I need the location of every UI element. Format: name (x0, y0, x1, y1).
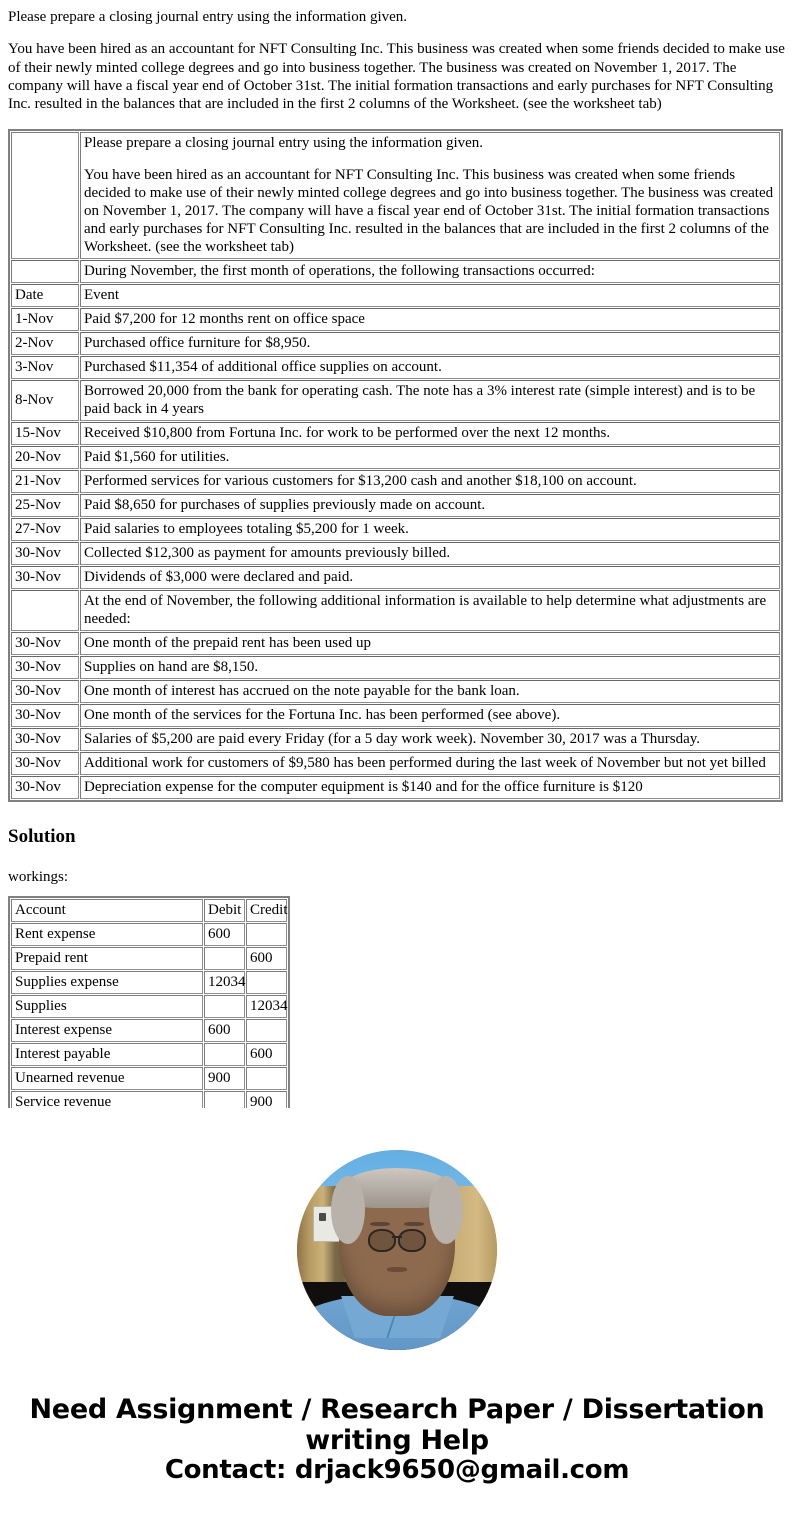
avatar-lens-right (398, 1229, 426, 1252)
journal-credit: 600 (246, 1043, 287, 1066)
table-row (11, 995, 287, 1018)
table-row (11, 132, 780, 259)
column-header-debit: Debit (204, 899, 245, 922)
table-row (11, 356, 780, 379)
table-row (11, 971, 287, 994)
journal-account: Supplies (11, 995, 203, 1018)
transaction-event: Paid salaries to employees totaling $5,200 for 1 week. (80, 518, 780, 541)
transaction-date: 30-Nov (11, 656, 79, 679)
intro-paragraph-2: You have been hired as an accountant for NFT Consulting Inc. This business was created when some friends decided to make use of their newly minted college degrees and go into business together. The business was created on November 1, 2017. The company will have a fiscal year end of October 31st. The initial formation transactions and early purchases for NFT Consulting Inc. resulted in the balances that are included in the first 2 columns of the Worksheet. (see the worksheet tab) (8, 41, 785, 113)
worksheet-subtitle-group (11, 260, 780, 307)
journal-account: Interest payable (11, 1043, 203, 1066)
journal-account: Supplies expense (11, 971, 203, 994)
during-november-cell: During November, the first month of operations, the following transactions occurred: (80, 260, 780, 283)
table-header-row (11, 899, 287, 922)
journal-account: Interest expense (11, 1019, 203, 1042)
transaction-event: Additional work for customers of $9,580 has been performed during the last week of November but not yet billed (80, 752, 780, 775)
worksheet-empty-cell (11, 132, 79, 259)
worksheet-empty-cell (11, 590, 79, 631)
table-row (11, 1091, 287, 1108)
transaction-event: Collected $12,300 as payment for amounts previously billed. (80, 542, 780, 565)
journal-table-clip (8, 896, 786, 1108)
transaction-date: 30-Nov (11, 752, 79, 775)
table-header-row (11, 284, 780, 307)
transaction-date: 1-Nov (11, 308, 79, 331)
table-row (11, 947, 287, 970)
journal-entry-group (11, 1019, 287, 1066)
transaction-date: 21-Nov (11, 470, 79, 493)
journal-credit (246, 971, 287, 994)
solution-heading: Solution (8, 826, 76, 848)
table-row (11, 566, 780, 589)
transaction-date: 30-Nov (11, 704, 79, 727)
journal-debit (204, 947, 245, 970)
table-row (11, 494, 780, 517)
table-row (11, 752, 780, 775)
transaction-date: 30-Nov (11, 680, 79, 703)
transaction-event: Purchased office furniture for $8,950. (80, 332, 780, 355)
transaction-date: 27-Nov (11, 518, 79, 541)
table-row (11, 422, 780, 445)
journal-entry-group (11, 971, 287, 1018)
journal-entry-group (11, 923, 287, 970)
transaction-event: One month of the prepaid rent has been used up (80, 632, 780, 655)
promo-line-1: Need Assignment / Research Paper / Dissertation (29, 1394, 765, 1426)
transaction-event: Paid $7,200 for 12 months rent on office space (80, 308, 780, 331)
journal-credit (246, 1067, 287, 1090)
journal-debit (204, 995, 245, 1018)
transaction-event: Salaries of $5,200 are paid every Friday (for a 5 day work week). November 30, 2017 was a Thursday. (80, 728, 780, 751)
journal-entries-table (8, 896, 290, 1108)
transaction-date: 30-Nov (11, 542, 79, 565)
journal-debit (204, 1091, 245, 1108)
avatar-eyebrow-right (404, 1222, 424, 1226)
transaction-event: Paid $1,560 for utilities. (80, 446, 780, 469)
transaction-event: One month of the services for the Fortuna Inc. has been performed (see above). (80, 704, 780, 727)
transaction-event: Borrowed 20,000 from the bank for operating cash. The note has a 3% interest rate (simple interest) and is to be paid back in 4 years (80, 380, 780, 421)
table-row (11, 332, 780, 355)
journal-debit (204, 1043, 245, 1066)
journal-credit: 900 (246, 1091, 287, 1108)
transaction-date: 15-Nov (11, 422, 79, 445)
glasses-icon (368, 1229, 426, 1248)
transaction-date: 8-Nov (11, 380, 79, 421)
table-row (11, 1043, 287, 1066)
table-row (11, 1019, 287, 1042)
journal-account: Prepaid rent (11, 947, 203, 970)
journal-credit (246, 1019, 287, 1042)
worksheet-header-group (11, 132, 780, 259)
transaction-date: 30-Nov (11, 632, 79, 655)
avatar-lens-left (368, 1229, 396, 1252)
journal-debit: 12034 (204, 971, 245, 994)
avatar-mouth (387, 1267, 408, 1271)
column-header-account: Account (11, 899, 203, 922)
table-row (11, 542, 780, 565)
journal-account: Service revenue (11, 1091, 203, 1108)
avatar-eyebrow-left (370, 1222, 390, 1226)
journal-debit: 600 (204, 1019, 245, 1042)
workings-label: workings: (8, 869, 68, 886)
promo-line-3: Contact: drjack9650@gmail.com (164, 1455, 630, 1486)
worksheet-transactions-group (11, 308, 780, 589)
table-row (11, 776, 780, 799)
table-row (11, 518, 780, 541)
transaction-event: Depreciation expense for the computer equipment is $140 and for the office furniture is $120 (80, 776, 780, 799)
table-row (11, 590, 780, 631)
table-row (11, 1067, 287, 1090)
avatar-hair-right (429, 1176, 463, 1244)
transaction-date: 20-Nov (11, 446, 79, 469)
adjustments-intro-cell: At the end of November, the following additional information is available to help determine what adjustments are needed: (80, 590, 780, 631)
transaction-date: 30-Nov (11, 776, 79, 799)
table-row (11, 308, 780, 331)
journal-account: Unearned revenue (11, 1067, 203, 1090)
worksheet-brief-line2: You have been hired as an accountant for NFT Consulting Inc. This business was created when some friends decided to make use of their newly minted college degrees and go into business together. The business was created on November 1, 2017. The company will have a fiscal year end of October 31st. The initial formation transactions and early purchases for NFT Consulting Inc. resulted in the balances that are included in the first 2 columns of the Worksheet. (see the worksheet tab) (84, 167, 774, 256)
journal-entry-group (11, 1067, 287, 1108)
avatar (297, 1150, 497, 1350)
table-row (11, 446, 780, 469)
journal-debit: 600 (204, 923, 245, 946)
worksheet-adjustments-header-group (11, 590, 780, 631)
promo-line-2: writing Help (305, 1424, 489, 1456)
journal-header-group (11, 899, 287, 922)
table-row (11, 470, 780, 493)
table-row (11, 704, 780, 727)
avatar-hair-left (331, 1176, 365, 1244)
table-row (11, 656, 780, 679)
table-row (11, 923, 287, 946)
transaction-event: Received $10,800 from Fortuna Inc. for work to be performed over the next 12 months. (80, 422, 780, 445)
table-row (11, 260, 780, 283)
transaction-event: One month of interest has accrued on the note payable for the bank loan. (80, 680, 780, 703)
promo-footer (8, 1395, 786, 1485)
worksheet-brief-cell (80, 132, 780, 259)
transaction-event: Dividends of $3,000 were declared and paid. (80, 566, 780, 589)
journal-credit: 600 (246, 947, 287, 970)
transaction-event: Supplies on hand are $8,150. (80, 656, 780, 679)
column-header-event: Event (80, 284, 780, 307)
table-row (11, 728, 780, 751)
transaction-event: Paid $8,650 for purchases of supplies previously made on account. (80, 494, 780, 517)
transaction-date: 25-Nov (11, 494, 79, 517)
table-row (11, 680, 780, 703)
transaction-date: 30-Nov (11, 566, 79, 589)
transaction-date: 3-Nov (11, 356, 79, 379)
worksheet-brief-line1: Please prepare a closing journal entry using the information given. (84, 135, 484, 152)
column-header-date: Date (11, 284, 79, 307)
intro-paragraph-1: Please prepare a closing journal entry using the information given. (8, 9, 408, 25)
journal-credit (246, 923, 287, 946)
portrait-container (8, 1150, 786, 1350)
transaction-event: Purchased $11,354 of additional office supplies on account. (80, 356, 780, 379)
journal-debit: 900 (204, 1067, 245, 1090)
worksheet-empty-cell (11, 260, 79, 283)
column-header-credit: Credit (246, 899, 287, 922)
transaction-date: 2-Nov (11, 332, 79, 355)
transaction-event: Performed services for various customers for $13,200 cash and another $18,100 on account. (80, 470, 780, 493)
table-row (11, 380, 780, 421)
worksheet-adjustments-group (11, 632, 780, 799)
worksheet-table (8, 129, 783, 802)
avatar-glasses-bridge (392, 1236, 401, 1238)
journal-credit: 12034 (246, 995, 287, 1018)
transaction-date: 30-Nov (11, 728, 79, 751)
journal-account: Rent expense (11, 923, 203, 946)
table-row (11, 632, 780, 655)
